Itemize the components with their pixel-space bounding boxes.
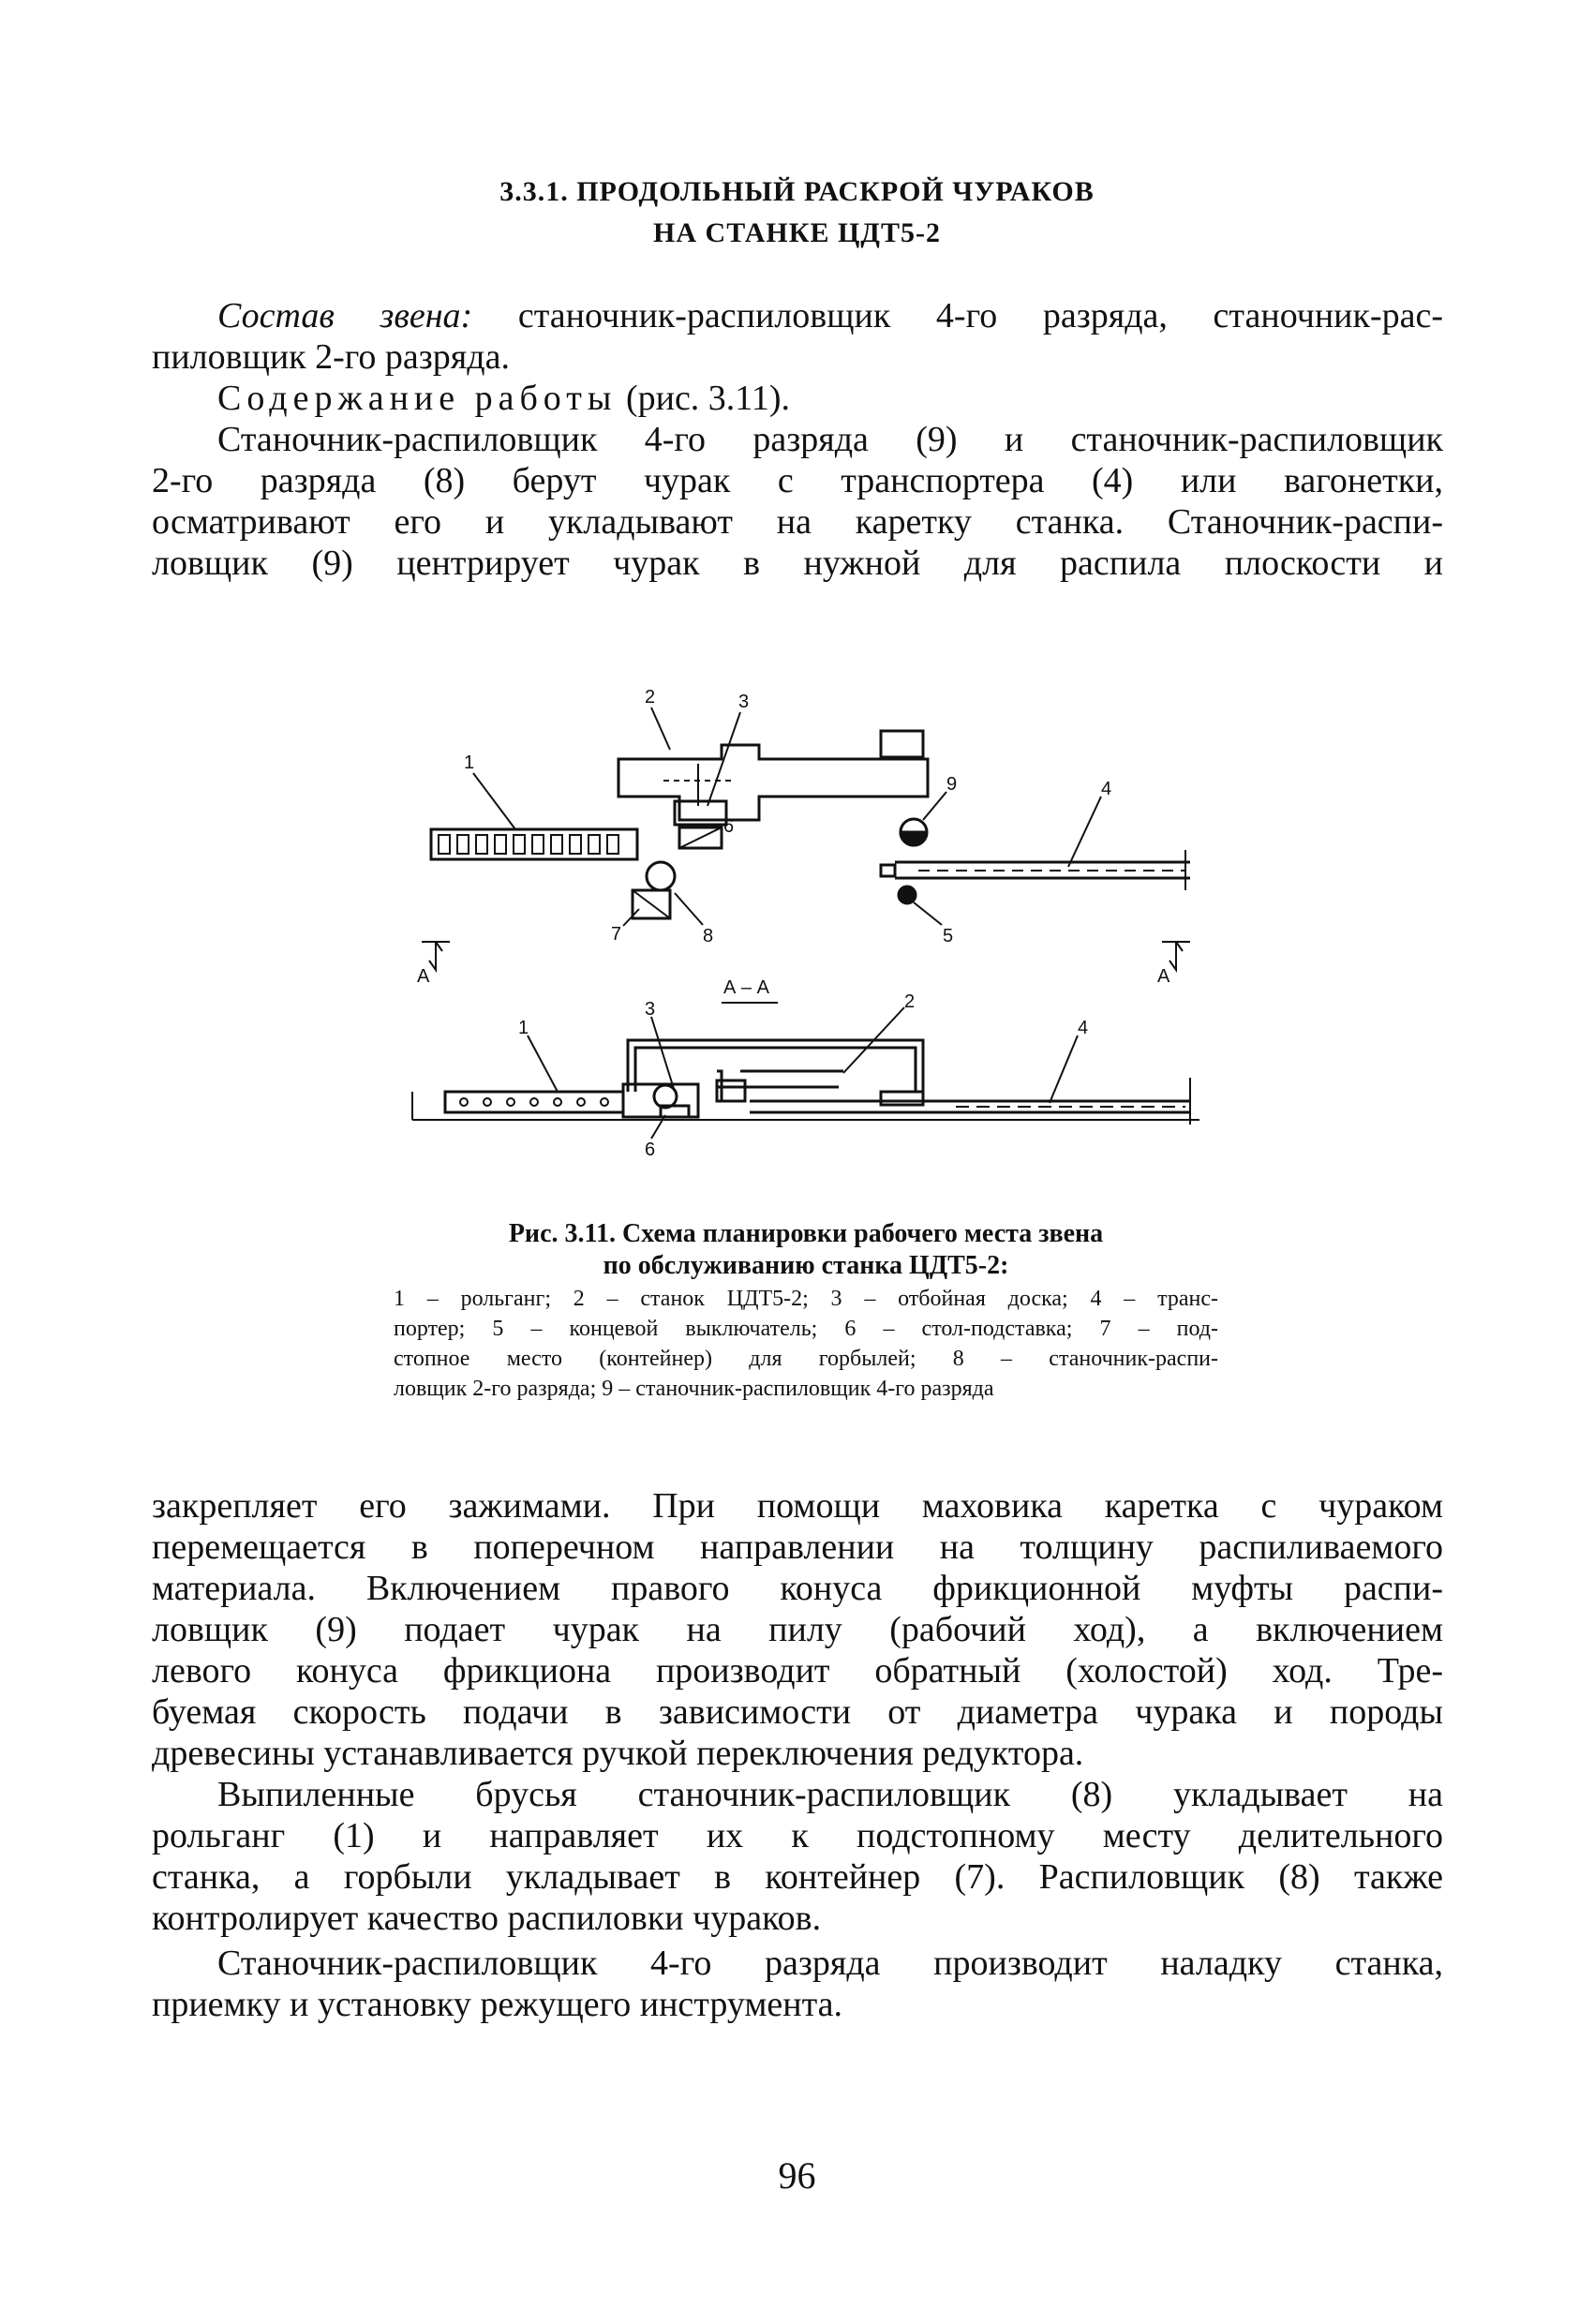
paragraph-setup (152, 1943, 1443, 2025)
paragraph-operations (152, 419, 1443, 584)
callout-9: 9 (946, 774, 958, 795)
paragraph-line: приемку и установку режущего инструмента. (152, 1985, 843, 2024)
workplace-layout-figure (394, 679, 1218, 1167)
paragraph-crew (152, 295, 1443, 378)
callout-6-elev: 6 (645, 1140, 656, 1160)
roller-conveyor-elevation (445, 1092, 623, 1112)
callout-3: 3 (738, 692, 750, 712)
callout-7: 7 (611, 924, 622, 945)
legend-line: 1 – рольганг; 2 – станок ЦДТ5-2; 3 – отбойная доска; 4 – транс- (394, 1287, 1218, 1311)
paragraph-line: перемещается в поперечном направлении на толщину распиливаемого (152, 1527, 1443, 1567)
callout-4-elev: 4 (1078, 1018, 1089, 1038)
paragraph-line: ловщик (9) центрирует чурак в нужной для распила плоскости и (152, 544, 1443, 583)
paragraph-output (152, 1774, 1443, 1939)
paragraph-line: пиловщик 2-го разряда. (152, 337, 510, 377)
callout-8: 8 (703, 926, 714, 946)
section-title-line1: 3.3.1. ПРОДОЛЬНЫЙ РАСКРОЙ ЧУРАКОВ (499, 176, 1095, 207)
callout-2: 2 (645, 687, 656, 708)
paragraph-line: рольганг (1) и направляет их к подстопному месту делительного (152, 1816, 1443, 1855)
legend-line: портер; 5 – концевой выключатель; 6 – стол-подставка; 7 – под- (394, 1317, 1218, 1341)
callout-2-elev: 2 (904, 991, 916, 1012)
paragraph-line: Выпиленные брусья станочник-распиловщик (8) укладывает на (217, 1775, 1443, 1814)
worker-8-position (647, 862, 675, 890)
figure-legend (394, 1284, 1218, 1404)
content-label: Содержание работы (217, 379, 618, 418)
paragraph-line: закрепляет его зажимами. При помощи маховика каретка с чураком (152, 1486, 1443, 1526)
legend-line: стопное место (контейнер) для горбылей; 8 – станочник-распи- (394, 1347, 1218, 1371)
paragraph-process (152, 1485, 1443, 1774)
paragraph-line: левого конуса фрикциона производит обратный (холостой) ход. Тре- (152, 1651, 1443, 1691)
callout-3-elev: 3 (645, 999, 656, 1020)
caption-title-line1: Рис. 3.11. Схема планировки рабочего места звена (508, 1219, 1104, 1248)
control-box (881, 731, 923, 757)
callout-1-elev: 1 (518, 1018, 529, 1038)
section-title-line2: НА СТАНКЕ ЦДТ5-2 (653, 217, 941, 248)
limit-switch (899, 886, 916, 903)
section-mark-left: А (417, 966, 430, 987)
section-title: А – А (723, 977, 769, 998)
callout-4: 4 (1101, 779, 1112, 799)
paragraph-line: Станочник-распиловщик 4-го разряда (9) и станочник-распиловщик (217, 420, 1443, 459)
callout-6: 6 (723, 816, 735, 837)
legend-line: ловщик 2-го разряда; 9 – станочник-распиловщик 4-го разряда (394, 1377, 994, 1401)
paragraph-line: станка, а горбыли укладывает в контейнер (7). Распиловщик (8) также (152, 1857, 1443, 1897)
callout-1: 1 (464, 752, 475, 773)
paragraph-line: 2-го разряда (8) берут чурак с транспортера (4) или вагонетки, (152, 461, 1443, 500)
paragraph-line: осматривают его и укладывают на каретку станка. Станочник-распи- (152, 502, 1443, 542)
paragraph-line: Содержание работы (рис. 3.11). (217, 379, 791, 418)
crew-label: Состав звена: (217, 296, 473, 335)
paragraph-line: Состав звена: станочник-распиловщик 4-го разряда, станочник-рас- (217, 296, 1443, 335)
paragraph-line: древесины устанавливается ручкой переключения редуктора. (152, 1734, 1084, 1773)
paragraph-line: материала. Включением правого конуса фрикционной муфты распи- (152, 1569, 1443, 1608)
caption-title-line2: по обслуживанию станка ЦДТ5-2: (603, 1251, 1009, 1280)
page-number: 96 (778, 2154, 816, 2197)
figure-caption (394, 1218, 1218, 1282)
paragraph-line: буемая скорость подачи в зависимости от диаметра чурака и породы (152, 1692, 1443, 1732)
callout-5: 5 (943, 926, 954, 946)
paragraph-line: ловщик (9) подает чурак на пилу (рабочий ход), а включением (152, 1610, 1443, 1649)
paragraph-content-heading (152, 378, 1443, 419)
paragraph-line: контролирует качество распиловки чураков. (152, 1899, 822, 1938)
paragraph-line: Станочник-распиловщик 4-го разряда производит наладку станка, (217, 1944, 1443, 1983)
section-mark-right: А (1157, 966, 1170, 987)
